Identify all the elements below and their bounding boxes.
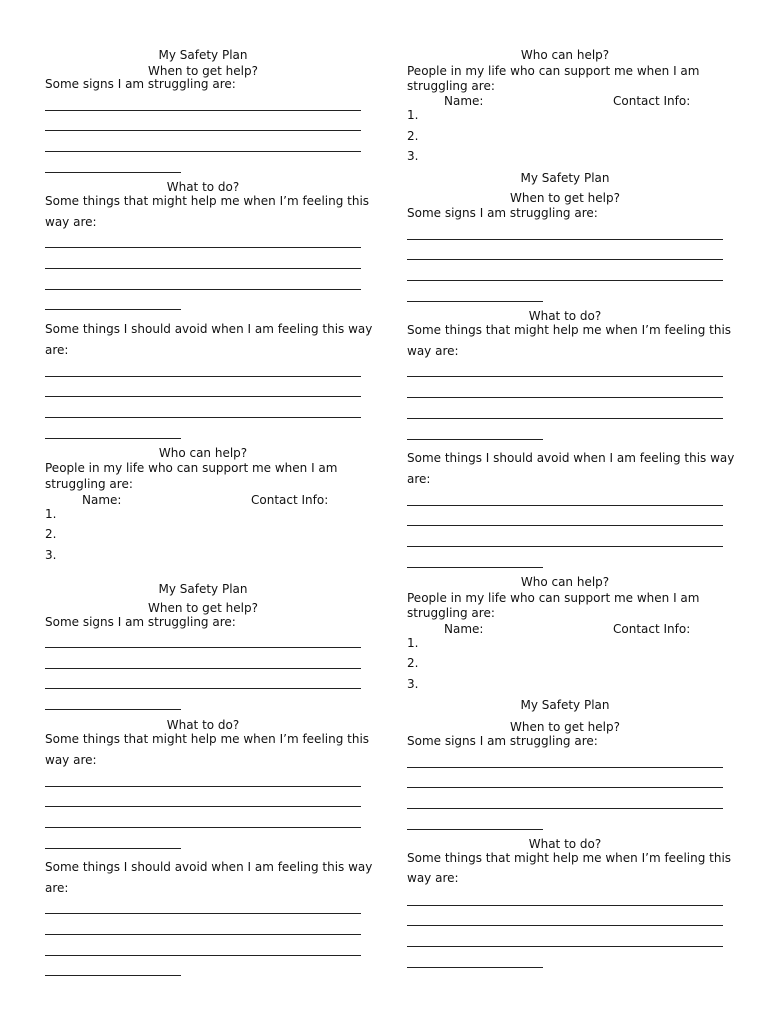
contact-label: Contact Info: [251, 493, 329, 507]
answer-line[interactable] [45, 289, 361, 290]
contact-item-2: 2. [407, 656, 419, 670]
answer-line[interactable] [407, 905, 723, 906]
answer-line[interactable] [407, 808, 723, 809]
answer-line[interactable] [45, 268, 361, 269]
contact-item-3: 3. [407, 149, 419, 163]
contact-item-1: 1. [407, 636, 419, 650]
answer-line[interactable] [407, 946, 723, 947]
avoid-prompt: Some things I should avoid when I am feeling this way [407, 451, 735, 465]
safety-plan-title: My Safety Plan [158, 48, 248, 62]
when-heading: When to get help? [148, 601, 258, 615]
answer-line[interactable] [45, 955, 361, 956]
answer-line[interactable] [407, 787, 723, 788]
contact-item-3: 3. [407, 677, 419, 691]
signs-prompt: Some signs I am struggling are: [45, 77, 236, 91]
name-label: Name: [82, 493, 122, 507]
answer-line[interactable] [45, 647, 361, 648]
safety-plan-title: My Safety Plan [520, 698, 610, 712]
answer-line[interactable] [407, 567, 543, 568]
support-prompt-cont: struggling are: [407, 79, 495, 93]
safety-plan-title: My Safety Plan [158, 582, 248, 596]
avoid-prompt-cont: are: [45, 881, 69, 895]
who-heading: Who can help? [520, 575, 610, 589]
answer-line[interactable] [407, 505, 723, 506]
help-prompt-cont: way are: [407, 871, 459, 885]
answer-line[interactable] [45, 668, 361, 669]
answer-line[interactable] [407, 280, 723, 281]
name-label: Name: [444, 94, 484, 108]
contact-item-1: 1. [407, 108, 419, 122]
what-heading: What to do? [166, 180, 240, 194]
answer-line[interactable] [407, 301, 543, 302]
support-prompt: People in my life who can support me when I am [407, 64, 700, 78]
help-prompt-cont: way are: [45, 215, 97, 229]
help-prompt: Some things that might help me when I’m feeling this [407, 851, 732, 865]
what-heading: What to do? [166, 718, 240, 732]
answer-line[interactable] [45, 827, 361, 828]
avoid-prompt: Some things I should avoid when I am feeling this way [45, 322, 373, 336]
support-prompt-cont: struggling are: [407, 606, 495, 620]
avoid-prompt-cont: are: [407, 472, 431, 486]
answer-line[interactable] [407, 767, 723, 768]
when-heading: When to get help? [510, 720, 620, 734]
contact-item-2: 2. [45, 527, 57, 541]
answer-line[interactable] [45, 975, 181, 976]
signs-prompt: Some signs I am struggling are: [407, 734, 598, 748]
when-heading: When to get help? [510, 191, 620, 205]
answer-line[interactable] [45, 130, 361, 131]
answer-line[interactable] [407, 439, 543, 440]
answer-line[interactable] [45, 172, 181, 173]
answer-line[interactable] [45, 417, 361, 418]
answer-line[interactable] [45, 709, 181, 710]
support-prompt: People in my life who can support me when I am [407, 591, 700, 605]
help-prompt-cont: way are: [45, 753, 97, 767]
answer-line[interactable] [407, 418, 723, 419]
answer-line[interactable] [45, 438, 181, 439]
answer-line[interactable] [407, 967, 543, 968]
who-heading: Who can help? [158, 446, 248, 460]
when-heading: When to get help? [148, 64, 258, 78]
signs-prompt: Some signs I am struggling are: [407, 206, 598, 220]
help-prompt: Some things that might help me when I’m feeling this [407, 323, 732, 337]
avoid-prompt-cont: are: [45, 343, 69, 357]
answer-line[interactable] [45, 786, 361, 787]
contact-label: Contact Info: [613, 94, 691, 108]
answer-line[interactable] [45, 110, 361, 111]
answer-line[interactable] [45, 151, 361, 152]
answer-line[interactable] [407, 376, 723, 377]
contact-item-1: 1. [45, 507, 57, 521]
answer-line[interactable] [45, 396, 361, 397]
answer-line[interactable] [407, 397, 723, 398]
answer-line[interactable] [45, 376, 361, 377]
contact-item-2: 2. [407, 129, 419, 143]
answer-line[interactable] [407, 525, 723, 526]
support-prompt-cont: struggling are: [45, 477, 133, 491]
support-prompt: People in my life who can support me when I am [45, 461, 338, 475]
safety-plan-title: My Safety Plan [520, 171, 610, 185]
answer-line[interactable] [407, 829, 543, 830]
answer-line[interactable] [407, 925, 723, 926]
answer-line[interactable] [45, 913, 361, 914]
answer-line[interactable] [45, 247, 361, 248]
name-label: Name: [444, 622, 484, 636]
what-heading: What to do? [528, 309, 602, 323]
help-prompt: Some things that might help me when I’m feeling this [45, 194, 370, 208]
signs-prompt: Some signs I am struggling are: [45, 615, 236, 629]
contact-label: Contact Info: [613, 622, 691, 636]
answer-line[interactable] [45, 934, 361, 935]
help-prompt: Some things that might help me when I’m feeling this [45, 732, 370, 746]
contact-item-3: 3. [45, 548, 57, 562]
answer-line[interactable] [45, 806, 361, 807]
answer-line[interactable] [45, 309, 181, 310]
avoid-prompt: Some things I should avoid when I am feeling this way [45, 860, 373, 874]
answer-line[interactable] [45, 688, 361, 689]
answer-line[interactable] [407, 546, 723, 547]
who-heading: Who can help? [520, 48, 610, 62]
answer-line[interactable] [407, 259, 723, 260]
help-prompt-cont: way are: [407, 344, 459, 358]
answer-line[interactable] [45, 848, 181, 849]
answer-line[interactable] [407, 239, 723, 240]
what-heading: What to do? [528, 837, 602, 851]
